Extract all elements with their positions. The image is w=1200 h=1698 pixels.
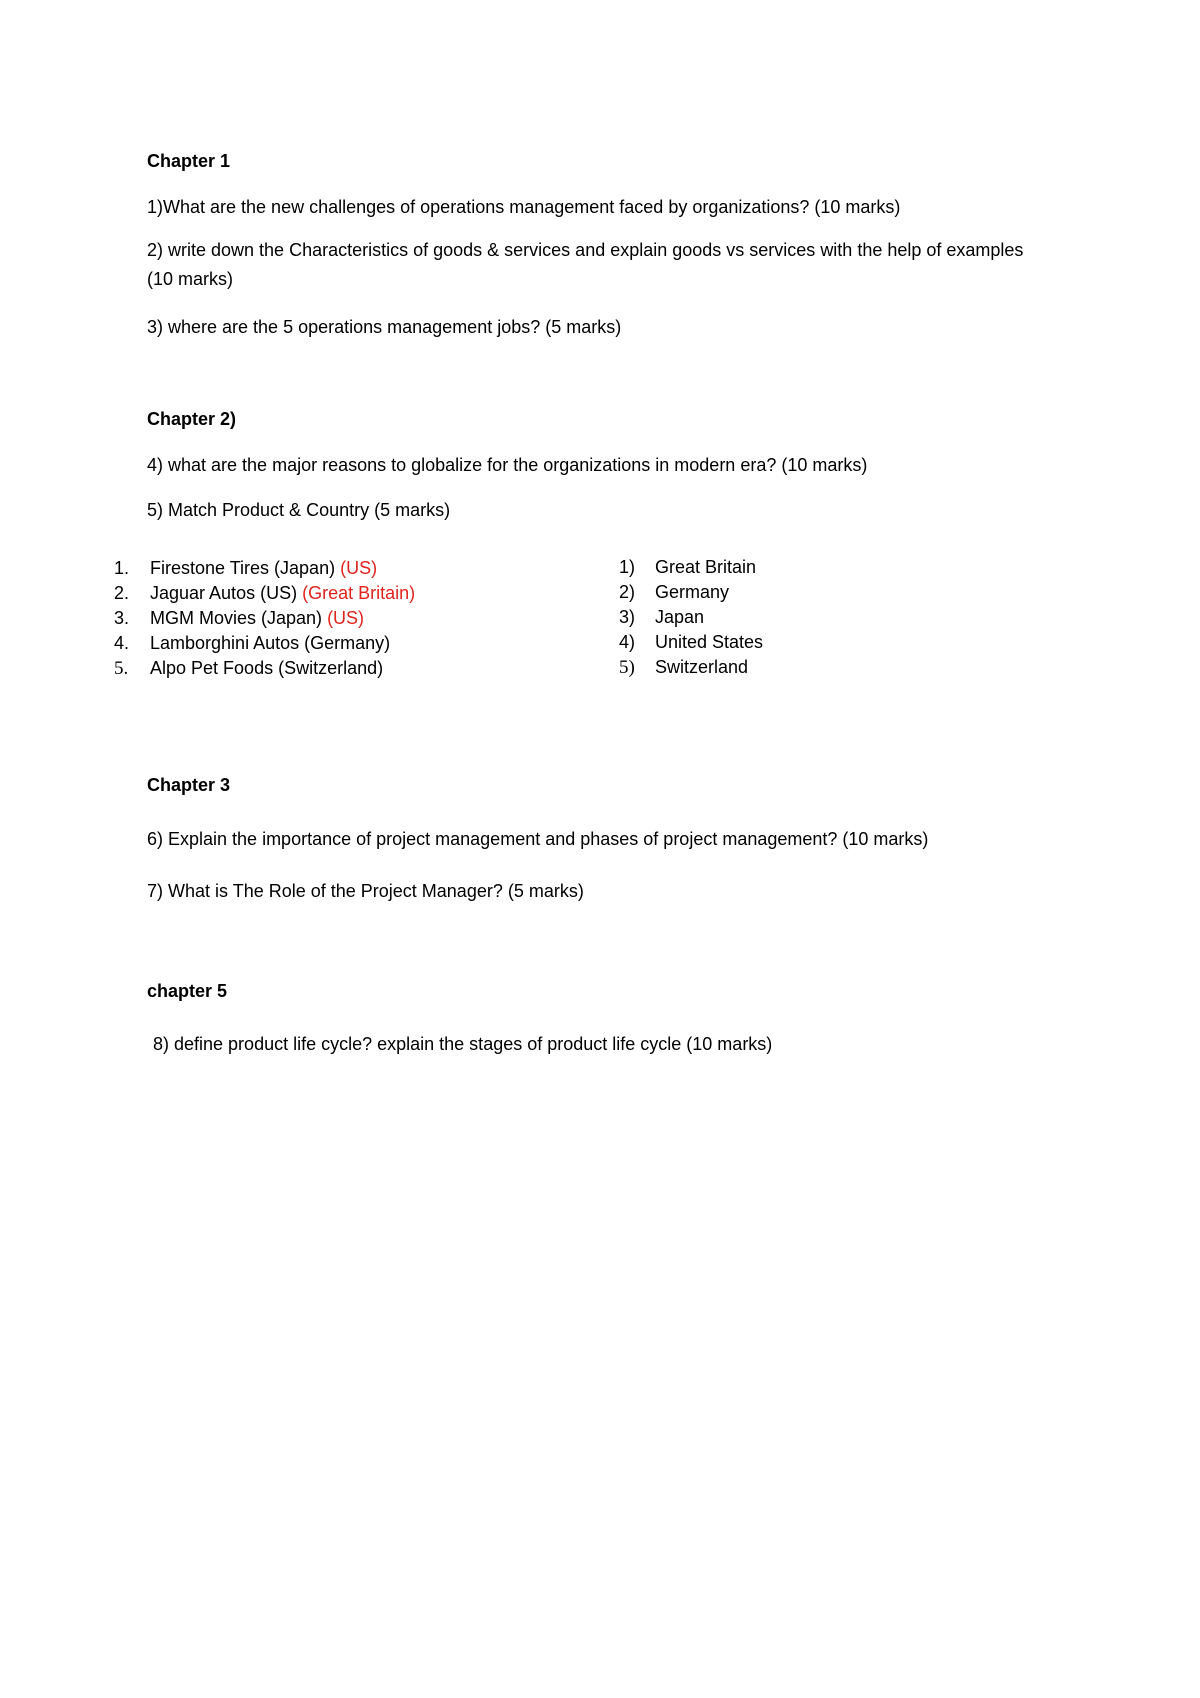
- chapter-2-heading: Chapter 2): [147, 409, 237, 429]
- country-name: Great Britain: [655, 557, 757, 577]
- list-item: [114, 631, 574, 656]
- product-name: Lamborghini Autos (Germany): [150, 633, 391, 653]
- question-2: 2) write down the Characteristics of goods & services and explain goods vs services with the help of examples (10 marks): [147, 240, 1024, 289]
- list-item-number: 4): [619, 632, 636, 652]
- product-name: Firestone Tires (Japan): [150, 558, 336, 578]
- list-item-number: 1.: [114, 558, 130, 578]
- product-name: MGM Movies (Japan): [150, 608, 323, 628]
- list-item-number: 4.: [114, 633, 130, 653]
- chapter-3-heading: Chapter 3: [147, 775, 231, 795]
- question-5: 5) Match Product & Country (5 marks): [147, 500, 451, 520]
- list-item: [114, 556, 574, 581]
- list-item-number: 2.: [114, 583, 130, 603]
- question-4: 4) what are the major reasons to globalize for the organizations in modern era? (10 marks): [147, 455, 868, 475]
- list-item: [619, 630, 919, 655]
- question-8: 8) define product life cycle? explain the stages of product life cycle (10 marks): [153, 1034, 773, 1054]
- list-item-number: 5): [619, 657, 635, 678]
- chapter-1-heading: Chapter 1: [147, 151, 231, 171]
- country-name: Japan: [655, 607, 705, 627]
- country-name: Switzerland: [655, 657, 749, 677]
- question-1: 1)What are the new challenges of operations management faced by organizations? (10 marks): [147, 197, 901, 217]
- question-6: 6) Explain the importance of project management and phases of project management? (10 marks): [147, 829, 929, 849]
- list-item-number: 1): [619, 557, 636, 577]
- answer-text: (US): [327, 608, 365, 628]
- list-item: [114, 606, 574, 631]
- chapter-5-heading: chapter 5: [147, 981, 228, 1001]
- country-list: [619, 555, 919, 680]
- answer-text: (Great Britain): [302, 583, 416, 603]
- list-item-number: 5.: [114, 658, 129, 679]
- product-name: Alpo Pet Foods (Switzerland): [150, 658, 384, 678]
- list-item: [619, 655, 919, 680]
- product-name: Jaguar Autos (US): [150, 583, 298, 603]
- list-item: [114, 581, 574, 606]
- question-3: 3) where are the 5 operations management jobs? (5 marks): [147, 317, 622, 337]
- list-item-number: 3): [619, 607, 636, 627]
- list-item: [619, 605, 919, 630]
- list-item-number: 3.: [114, 608, 130, 628]
- list-item: [619, 555, 919, 580]
- list-item: [114, 656, 574, 681]
- list-item-number: 2): [619, 582, 636, 602]
- list-item: [619, 580, 919, 605]
- question-7: 7) What is The Role of the Project Manager? (5 marks): [147, 881, 584, 901]
- product-list: [114, 556, 574, 681]
- country-name: Germany: [655, 582, 730, 602]
- answer-text: (US): [340, 558, 378, 578]
- country-name: United States: [655, 632, 764, 652]
